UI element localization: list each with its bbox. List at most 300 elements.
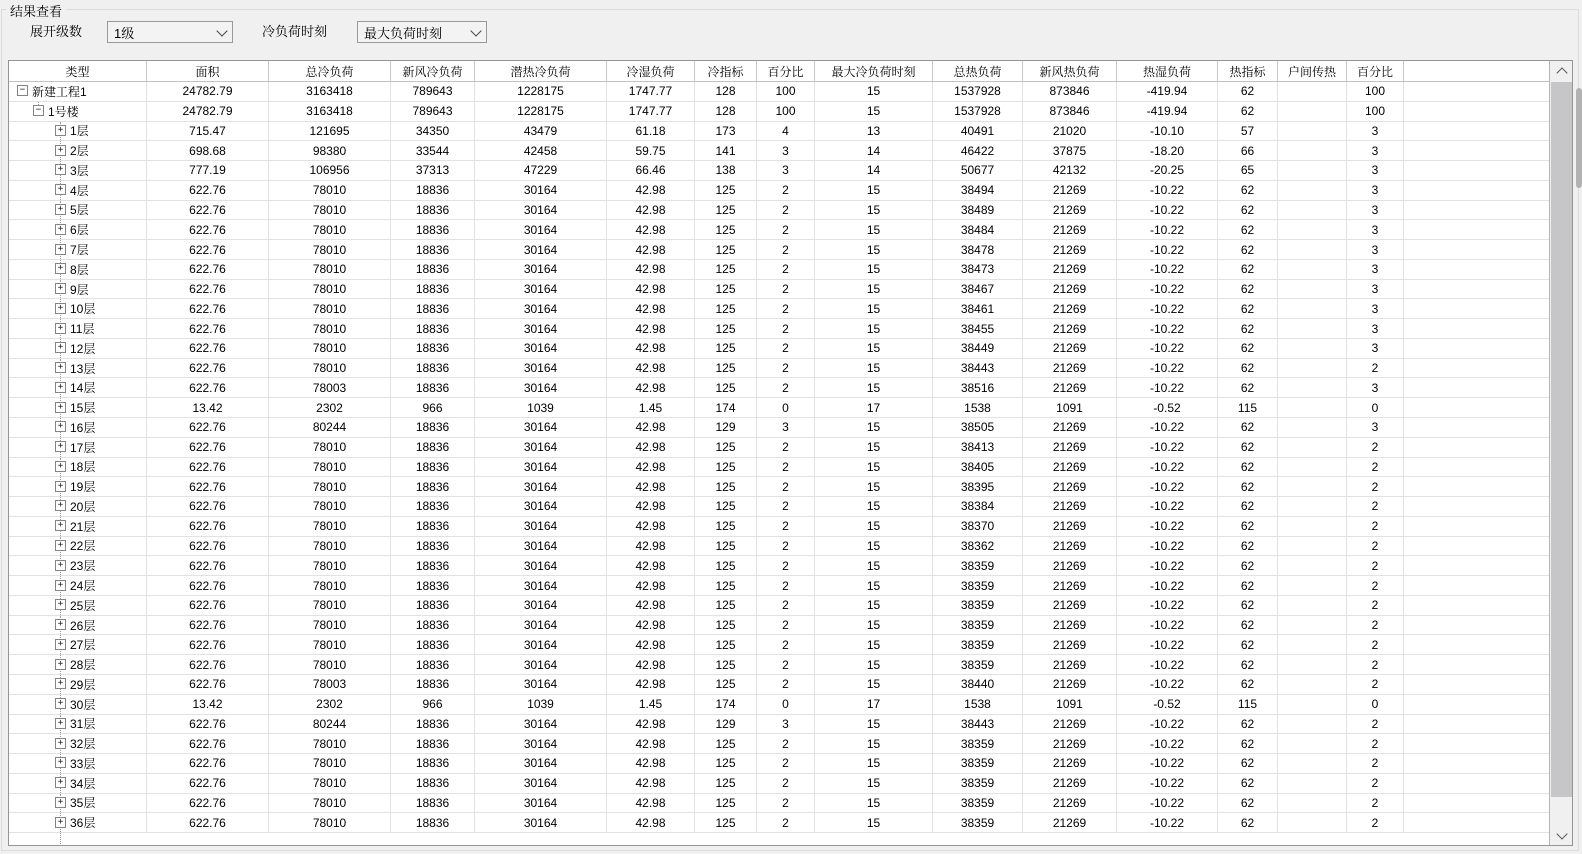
data-cell: 24782.79 xyxy=(147,82,269,101)
expand-icon[interactable]: + xyxy=(55,659,66,670)
table-row[interactable] xyxy=(9,556,1549,576)
data-cell: -10.22 xyxy=(1117,635,1218,654)
table-row[interactable] xyxy=(9,596,1549,616)
data-cell: 78010 xyxy=(269,438,391,457)
data-cell: 2 xyxy=(1347,537,1404,556)
tree-node-label: 8层 xyxy=(70,262,89,277)
data-cell: 21269 xyxy=(1023,458,1117,477)
tree-cell xyxy=(9,458,147,477)
tree-node-label: 1层 xyxy=(70,124,89,139)
table-row[interactable] xyxy=(9,715,1549,735)
data-cell: 38413 xyxy=(933,438,1023,457)
data-cell: 3 xyxy=(757,418,815,437)
data-cell: 18836 xyxy=(391,655,475,674)
data-cell: 38384 xyxy=(933,497,1023,516)
column-header[interactable]: 百分比 xyxy=(757,61,815,81)
table-row[interactable] xyxy=(9,161,1549,181)
row-filler xyxy=(1404,556,1549,575)
table-row[interactable] xyxy=(9,734,1549,754)
data-cell: 38359 xyxy=(933,576,1023,595)
data-cell xyxy=(1278,418,1347,437)
table-row[interactable] xyxy=(9,497,1549,517)
column-header[interactable]: 百分比 xyxy=(1347,61,1404,81)
expand-icon[interactable]: + xyxy=(55,678,66,689)
data-cell: 125 xyxy=(695,299,757,318)
data-cell: 21269 xyxy=(1023,813,1117,832)
scrollbar-thumb[interactable] xyxy=(1551,82,1572,797)
expand-icon[interactable]: + xyxy=(55,184,66,195)
tree-cell xyxy=(9,359,147,378)
data-cell: 18836 xyxy=(391,774,475,793)
data-cell: 125 xyxy=(695,438,757,457)
data-cell: 15 xyxy=(815,675,933,694)
tree-cell xyxy=(9,201,147,220)
table-row[interactable] xyxy=(9,220,1549,240)
table-row[interactable] xyxy=(9,438,1549,458)
tree-cell xyxy=(9,161,147,180)
row-filler xyxy=(1404,161,1549,180)
tree-node-label: 21层 xyxy=(70,519,96,534)
data-cell: 42.98 xyxy=(607,616,695,635)
tree-node-label: 28层 xyxy=(70,658,96,673)
data-cell: 78010 xyxy=(269,477,391,496)
data-cell: 62 xyxy=(1218,734,1278,753)
data-cell: 18836 xyxy=(391,596,475,615)
column-header[interactable]: 热湿负荷 xyxy=(1117,61,1218,81)
data-cell: 62 xyxy=(1218,616,1278,635)
tree-cell xyxy=(9,141,147,160)
expand-icon[interactable]: + xyxy=(55,500,66,511)
expand-icon[interactable]: + xyxy=(55,599,66,610)
data-cell xyxy=(1278,161,1347,180)
data-cell: 62 xyxy=(1218,280,1278,299)
panel-title: 结果查看 xyxy=(6,1,66,20)
data-cell: 78010 xyxy=(269,220,391,239)
tree-node-label: 18层 xyxy=(70,460,96,475)
data-cell: 62 xyxy=(1218,517,1278,536)
expand-icon[interactable]: + xyxy=(55,757,66,768)
data-cell: 61.18 xyxy=(607,122,695,141)
data-cell: 2 xyxy=(1347,715,1404,734)
data-cell: 2 xyxy=(1347,497,1404,516)
data-cell: 62 xyxy=(1218,497,1278,516)
data-cell: 2 xyxy=(757,813,815,832)
data-cell: 21269 xyxy=(1023,299,1117,318)
data-cell: 21269 xyxy=(1023,774,1117,793)
data-cell: 1747.77 xyxy=(607,82,695,101)
data-cell xyxy=(1278,122,1347,141)
data-cell: 78010 xyxy=(269,616,391,635)
expand-icon[interactable]: + xyxy=(55,441,66,452)
data-cell: 2 xyxy=(1347,576,1404,595)
data-cell: 2 xyxy=(1347,596,1404,615)
expand-icon[interactable]: + xyxy=(55,461,66,472)
scroll-up-icon xyxy=(1556,67,1567,78)
expand-icon[interactable]: + xyxy=(55,362,66,373)
data-cell: -10.22 xyxy=(1117,181,1218,200)
data-cell: 622.76 xyxy=(147,299,269,318)
row-filler xyxy=(1404,299,1549,318)
data-cell: 125 xyxy=(695,754,757,773)
tree-cell xyxy=(9,280,147,299)
tree-node-label: 29层 xyxy=(70,677,96,692)
data-cell xyxy=(1278,240,1347,259)
expand-icon[interactable]: + xyxy=(55,619,66,630)
data-cell: 18836 xyxy=(391,616,475,635)
tree-node-label: 27层 xyxy=(70,638,96,653)
data-cell: 42.98 xyxy=(607,220,695,239)
column-header[interactable]: 热指标 xyxy=(1218,61,1278,81)
data-cell: 21269 xyxy=(1023,319,1117,338)
data-cell: 622.76 xyxy=(147,774,269,793)
vertical-scrollbar[interactable] xyxy=(1549,61,1572,845)
data-cell: 3 xyxy=(1347,201,1404,220)
expand-icon[interactable]: + xyxy=(55,125,66,136)
data-cell: 62 xyxy=(1218,359,1278,378)
data-cell: 141 xyxy=(695,141,757,160)
tree-cell xyxy=(9,813,147,832)
table-row[interactable] xyxy=(9,359,1549,379)
data-cell: 42132 xyxy=(1023,161,1117,180)
table-row[interactable] xyxy=(9,280,1549,300)
data-cell: 21269 xyxy=(1023,497,1117,516)
expand-icon[interactable]: + xyxy=(55,145,66,156)
tree-cell xyxy=(9,497,147,516)
column-header[interactable]: 类型 xyxy=(9,61,147,81)
scroll-up-button[interactable] xyxy=(1551,61,1572,81)
data-cell: 78010 xyxy=(269,260,391,279)
data-cell xyxy=(1278,260,1347,279)
data-cell: 30164 xyxy=(475,458,607,477)
table-row[interactable] xyxy=(9,319,1549,339)
data-cell: 125 xyxy=(695,556,757,575)
data-cell: 873846 xyxy=(1023,102,1117,121)
data-cell: 42.98 xyxy=(607,359,695,378)
data-cell: 21269 xyxy=(1023,181,1117,200)
tree-cell xyxy=(9,616,147,635)
data-cell: 2 xyxy=(1347,517,1404,536)
expand-icon[interactable]: + xyxy=(55,283,66,294)
table-row[interactable] xyxy=(9,201,1549,221)
data-cell: 125 xyxy=(695,477,757,496)
tree-cell xyxy=(9,438,147,457)
data-cell: 2 xyxy=(757,794,815,813)
data-cell xyxy=(1278,794,1347,813)
tree-cell xyxy=(9,734,147,753)
column-header[interactable]: 总热负荷 xyxy=(933,61,1023,81)
tree-cell xyxy=(9,537,147,556)
expand-icon[interactable]: + xyxy=(55,797,66,808)
data-cell: 42.98 xyxy=(607,635,695,654)
row-filler xyxy=(1404,339,1549,358)
table-row[interactable] xyxy=(9,695,1549,715)
column-header[interactable]: 面积 xyxy=(147,61,269,81)
data-cell: -10.22 xyxy=(1117,438,1218,457)
data-cell: 15 xyxy=(815,240,933,259)
expand-icon[interactable]: + xyxy=(55,580,66,591)
table-row[interactable] xyxy=(9,122,1549,142)
expand-icon[interactable]: + xyxy=(55,402,66,413)
data-cell: 42.98 xyxy=(607,378,695,397)
data-cell: 62 xyxy=(1218,260,1278,279)
data-cell: 125 xyxy=(695,635,757,654)
expand-icon[interactable]: + xyxy=(55,817,66,828)
data-cell: 125 xyxy=(695,675,757,694)
collapse-icon[interactable]: − xyxy=(33,105,44,116)
data-cell: 21269 xyxy=(1023,616,1117,635)
row-filler xyxy=(1404,734,1549,753)
data-cell: 2 xyxy=(1347,813,1404,832)
expand-icon[interactable]: + xyxy=(55,244,66,255)
data-cell: 62 xyxy=(1218,181,1278,200)
table-row[interactable] xyxy=(9,82,1549,102)
data-cell: 30164 xyxy=(475,715,607,734)
table-rows xyxy=(9,82,1549,833)
data-cell: 2 xyxy=(757,477,815,496)
column-header[interactable]: 新风冷负荷 xyxy=(391,61,475,81)
column-header[interactable]: 冷指标 xyxy=(695,61,757,81)
data-cell: 62 xyxy=(1218,715,1278,734)
table-row[interactable] xyxy=(9,378,1549,398)
expand-level-select[interactable] xyxy=(107,21,233,43)
data-cell: 18836 xyxy=(391,240,475,259)
row-filler xyxy=(1404,240,1549,259)
data-cell: -10.22 xyxy=(1117,458,1218,477)
data-cell: 30164 xyxy=(475,201,607,220)
data-cell: 1228175 xyxy=(475,82,607,101)
expand-icon[interactable]: + xyxy=(55,303,66,314)
data-cell: 21269 xyxy=(1023,280,1117,299)
data-cell: 125 xyxy=(695,220,757,239)
table-row[interactable] xyxy=(9,398,1549,418)
expand-icon[interactable]: + xyxy=(55,738,66,749)
data-cell xyxy=(1278,635,1347,654)
data-cell: 30164 xyxy=(475,359,607,378)
table-row[interactable] xyxy=(9,813,1549,833)
data-cell: 1538 xyxy=(933,695,1023,714)
data-cell: 2 xyxy=(1347,359,1404,378)
tree-cell xyxy=(9,418,147,437)
table-row[interactable] xyxy=(9,675,1549,695)
data-cell: 18836 xyxy=(391,220,475,239)
data-cell: 18836 xyxy=(391,556,475,575)
expand-icon[interactable]: + xyxy=(55,323,66,334)
cooling-time-select[interactable] xyxy=(357,21,487,43)
data-cell: 2 xyxy=(1347,635,1404,654)
row-filler xyxy=(1404,635,1549,654)
tree-cell xyxy=(9,240,147,259)
data-cell: 125 xyxy=(695,576,757,595)
table-row[interactable] xyxy=(9,774,1549,794)
tree-node-label: 20层 xyxy=(70,499,96,514)
data-cell: 2 xyxy=(757,616,815,635)
data-cell: 46422 xyxy=(933,141,1023,160)
data-cell: 777.19 xyxy=(147,161,269,180)
data-cell: 15 xyxy=(815,596,933,615)
table-row[interactable] xyxy=(9,181,1549,201)
table-row[interactable] xyxy=(9,635,1549,655)
tree-cell xyxy=(9,220,147,239)
data-cell: 62 xyxy=(1218,675,1278,694)
data-cell: 42.98 xyxy=(607,260,695,279)
expand-icon[interactable]: + xyxy=(55,639,66,650)
table-row[interactable] xyxy=(9,537,1549,557)
expand-icon[interactable]: + xyxy=(55,481,66,492)
data-cell: 100 xyxy=(1347,82,1404,101)
data-cell: 42.98 xyxy=(607,201,695,220)
table-row[interactable] xyxy=(9,141,1549,161)
data-cell: 129 xyxy=(695,418,757,437)
data-cell: 115 xyxy=(1218,695,1278,714)
partial-row xyxy=(9,833,1549,844)
table-row[interactable] xyxy=(9,240,1549,260)
column-header[interactable]: 总冷负荷 xyxy=(269,61,391,81)
data-cell: 57 xyxy=(1218,122,1278,141)
expand-icon[interactable]: + xyxy=(55,164,66,175)
data-cell: 2 xyxy=(757,596,815,615)
column-header[interactable]: 潜热冷负荷 xyxy=(475,61,607,81)
tree-cell xyxy=(9,299,147,318)
data-cell: 66 xyxy=(1218,141,1278,160)
data-cell: -18.20 xyxy=(1117,141,1218,160)
data-cell: 2 xyxy=(757,280,815,299)
table-row[interactable] xyxy=(9,299,1549,319)
table-row[interactable] xyxy=(9,418,1549,438)
data-cell: 38359 xyxy=(933,813,1023,832)
table-row[interactable] xyxy=(9,616,1549,636)
data-cell xyxy=(1278,813,1347,832)
expand-icon[interactable]: + xyxy=(55,263,66,274)
data-cell: 15 xyxy=(815,774,933,793)
row-filler xyxy=(1404,774,1549,793)
data-cell: 50677 xyxy=(933,161,1023,180)
table-row[interactable] xyxy=(9,655,1549,675)
data-cell: 78010 xyxy=(269,299,391,318)
tree-node-label: 32层 xyxy=(70,737,96,752)
data-cell: 698.68 xyxy=(147,141,269,160)
data-cell: 21269 xyxy=(1023,734,1117,753)
table-row[interactable] xyxy=(9,458,1549,478)
expand-icon[interactable]: + xyxy=(55,777,66,788)
tree-node-label: 2层 xyxy=(70,144,89,159)
scroll-down-button[interactable] xyxy=(1551,825,1572,845)
expand-icon[interactable]: + xyxy=(55,382,66,393)
data-cell: 622.76 xyxy=(147,458,269,477)
data-cell: 30164 xyxy=(475,813,607,832)
data-cell: 15 xyxy=(815,556,933,575)
column-header[interactable]: 新风热负荷 xyxy=(1023,61,1117,81)
data-cell: 18836 xyxy=(391,458,475,477)
data-cell: 21269 xyxy=(1023,537,1117,556)
data-cell: 38489 xyxy=(933,201,1023,220)
table-row[interactable] xyxy=(9,794,1549,814)
column-header[interactable]: 冷湿负荷 xyxy=(607,61,695,81)
data-cell: 13.42 xyxy=(147,695,269,714)
table-row[interactable] xyxy=(9,260,1549,280)
data-cell: 125 xyxy=(695,339,757,358)
data-cell xyxy=(1278,774,1347,793)
expand-icon[interactable]: + xyxy=(55,560,66,571)
column-header[interactable]: 最大冷负荷时刻 xyxy=(815,61,933,81)
data-cell: 125 xyxy=(695,359,757,378)
table-row[interactable] xyxy=(9,339,1549,359)
data-cell: 622.76 xyxy=(147,813,269,832)
data-cell: 30164 xyxy=(475,537,607,556)
data-cell: 3 xyxy=(757,715,815,734)
outer-scrollbar-thumb[interactable] xyxy=(1576,88,1582,188)
expand-icon[interactable]: + xyxy=(55,520,66,531)
data-cell: 30164 xyxy=(475,616,607,635)
data-cell: 62 xyxy=(1218,635,1278,654)
row-filler xyxy=(1404,794,1549,813)
data-cell: 42.98 xyxy=(607,675,695,694)
data-cell: 18836 xyxy=(391,359,475,378)
data-cell: 0 xyxy=(1347,398,1404,417)
row-filler xyxy=(1404,359,1549,378)
data-cell: 0 xyxy=(757,398,815,417)
expand-icon[interactable]: + xyxy=(55,342,66,353)
data-cell: 789643 xyxy=(391,82,475,101)
data-cell: 2 xyxy=(1347,675,1404,694)
data-cell: 42.98 xyxy=(607,181,695,200)
data-cell: 30164 xyxy=(475,675,607,694)
data-cell: 62 xyxy=(1218,754,1278,773)
data-cell: 78010 xyxy=(269,813,391,832)
expand-icon[interactable]: + xyxy=(55,540,66,551)
data-cell: -10.22 xyxy=(1117,655,1218,674)
row-filler xyxy=(1404,418,1549,437)
collapse-icon[interactable]: − xyxy=(17,85,28,96)
table-row[interactable] xyxy=(9,517,1549,537)
data-cell: -10.22 xyxy=(1117,556,1218,575)
expand-icon[interactable]: + xyxy=(55,204,66,215)
expand-icon[interactable]: + xyxy=(55,224,66,235)
data-cell: 78010 xyxy=(269,280,391,299)
data-cell: 125 xyxy=(695,734,757,753)
data-cell: 125 xyxy=(695,655,757,674)
data-cell: 2 xyxy=(757,458,815,477)
table-row[interactable] xyxy=(9,477,1549,497)
grid-area xyxy=(9,61,1549,845)
data-cell: 1538 xyxy=(933,398,1023,417)
data-cell: 18836 xyxy=(391,635,475,654)
table-row[interactable] xyxy=(9,102,1549,122)
data-cell: 3163418 xyxy=(269,82,391,101)
data-cell: 42.98 xyxy=(607,280,695,299)
data-cell: -10.22 xyxy=(1117,240,1218,259)
data-cell: 15 xyxy=(815,181,933,200)
tree-node-label: 11层 xyxy=(70,322,95,337)
data-cell: 15 xyxy=(815,576,933,595)
tree-cell xyxy=(9,122,147,141)
data-cell xyxy=(1278,438,1347,457)
data-cell: 3 xyxy=(757,161,815,180)
expand-icon[interactable]: + xyxy=(55,698,66,709)
data-cell: 38359 xyxy=(933,734,1023,753)
data-cell: 18836 xyxy=(391,438,475,457)
data-cell: -10.22 xyxy=(1117,477,1218,496)
expand-icon[interactable]: + xyxy=(55,718,66,729)
tree-node-label: 33层 xyxy=(70,756,96,771)
data-cell: 15 xyxy=(815,517,933,536)
table-row[interactable] xyxy=(9,576,1549,596)
data-cell: 38478 xyxy=(933,240,1023,259)
column-header[interactable]: 户间传热 xyxy=(1278,61,1347,81)
data-cell: -10.22 xyxy=(1117,280,1218,299)
table-row[interactable] xyxy=(9,754,1549,774)
data-cell: 622.76 xyxy=(147,576,269,595)
expand-icon[interactable]: + xyxy=(55,421,66,432)
